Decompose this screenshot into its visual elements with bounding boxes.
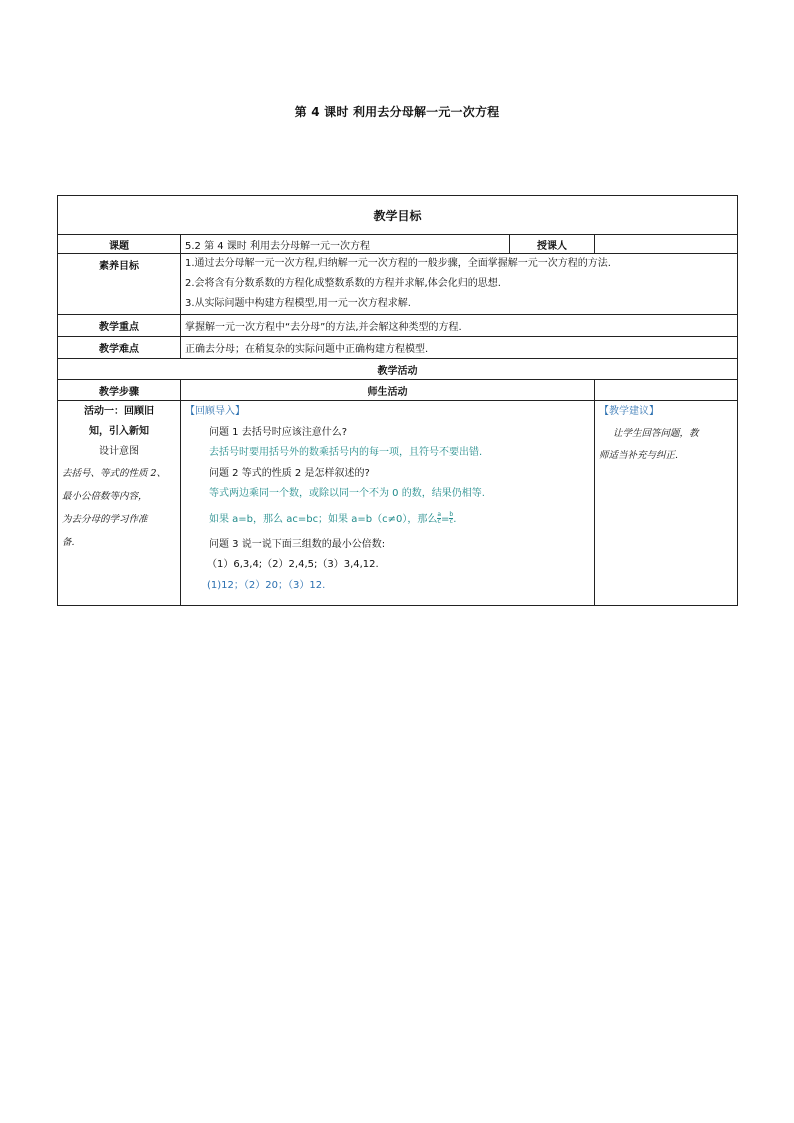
goals-label: 素养目标 xyxy=(58,254,181,315)
design-note-line: 备. xyxy=(62,537,75,548)
steps-label: 教学步骤 xyxy=(58,380,181,401)
goal-item: 2.会将含有分数系数的方程化成整数系数的方程并求解,体会化归的思想. xyxy=(185,278,501,289)
topic-label: 课题 xyxy=(58,235,181,254)
goals-list xyxy=(181,254,738,315)
goals-row xyxy=(58,254,738,315)
steps-header-row xyxy=(58,380,738,401)
design-notes xyxy=(62,462,176,554)
difficulty-value: 正确去分母；在稍复杂的实际问题中正确构建方程模型. xyxy=(181,337,738,359)
lesson-plan-table xyxy=(57,195,738,606)
answer-2b-prefix: 如果 a=b，那么 ac=bc；如果 a=b（c≠0），那么 xyxy=(209,513,438,525)
frac-a-den: c xyxy=(437,518,441,525)
topic-value: 5.2 第 4 课时 利用去分母解一元一次方程 xyxy=(181,235,510,254)
design-note-line: 最小公倍数等内容， xyxy=(62,491,148,502)
activity1-title: 活动一：回顾旧 xyxy=(84,406,154,417)
frac-equals: = xyxy=(441,513,450,525)
goal-item: 3.从实际问题中构建方程模型,用一元一次方程求解. xyxy=(185,298,411,309)
answer-3: (1)12；（2）20；（3）12. xyxy=(207,579,326,591)
teacher-student-label: 师生活动 xyxy=(181,380,595,401)
key-row xyxy=(58,315,738,337)
answer-2b-suffix: . xyxy=(453,513,457,525)
answer-2: 等式两边乘同一个数，或除以同一个不为 0 的数，结果仍相等. xyxy=(209,488,485,499)
question-3-items: （1）6,3,4;（2）2,4,5;（3）3,4,12. xyxy=(207,559,379,570)
question-1: 问题 1 去括号时应该注意什么? xyxy=(209,426,348,438)
answer-2b xyxy=(185,505,590,535)
activity1-title-2: 知，引入新知 xyxy=(89,426,149,437)
page-title: 第 4 课时 利用去分母解一元一次方程 xyxy=(294,105,500,119)
activity1-row xyxy=(58,401,738,606)
frac-a-num: a xyxy=(437,511,442,518)
key-value: 掌握解一元一次方程中“去分母”的方法,并会解这种类型的方程. xyxy=(181,315,738,337)
review-tag: 【回顾导入】 xyxy=(185,406,245,417)
design-label: 设计意图 xyxy=(99,446,139,457)
teacher-value xyxy=(595,235,738,254)
question-3: 问题 3 说一说下面三组数的最小公倍数: xyxy=(209,538,386,550)
teacher-label: 授课人 xyxy=(510,235,595,254)
design-note-line: 去括号、等式的性质 2、 xyxy=(62,468,167,479)
design-note-line: 为去分母的学习作准 xyxy=(62,514,148,525)
activity-header: 教学活动 xyxy=(58,359,738,380)
topic-row xyxy=(58,235,738,254)
key-label: 教学重点 xyxy=(58,315,181,337)
suggestion-text-1: 让学生回答问题，教 xyxy=(613,428,699,439)
suggestion-cell xyxy=(595,401,738,606)
table-header: 教学目标 xyxy=(58,196,738,235)
table-header-row xyxy=(58,196,738,235)
activity-header-row xyxy=(58,359,738,380)
goal-item: 1.通过去分母解一元一次方程,归纳解一元一次方程的一般步骤，全面掌握解一元一次方程的方法. xyxy=(185,258,611,269)
suggestion-text-2: 师适当补充与纠正. xyxy=(599,450,679,461)
frac-b-num: b xyxy=(449,511,454,518)
question-2: 问题 2 等式的性质 2 是怎样叙述的? xyxy=(209,467,370,479)
answer-1: 去括号时要用括号外的数乘括号内的每一项，且符号不要出错. xyxy=(209,447,483,458)
difficulty-row xyxy=(58,337,738,359)
steps-header-empty xyxy=(595,380,738,401)
activity1-cell xyxy=(58,401,181,606)
difficulty-label: 教学难点 xyxy=(58,337,181,359)
suggestion-tag: 【教学建议】 xyxy=(599,406,659,417)
review-cell xyxy=(181,401,595,606)
frac-b-den: c xyxy=(449,518,453,525)
